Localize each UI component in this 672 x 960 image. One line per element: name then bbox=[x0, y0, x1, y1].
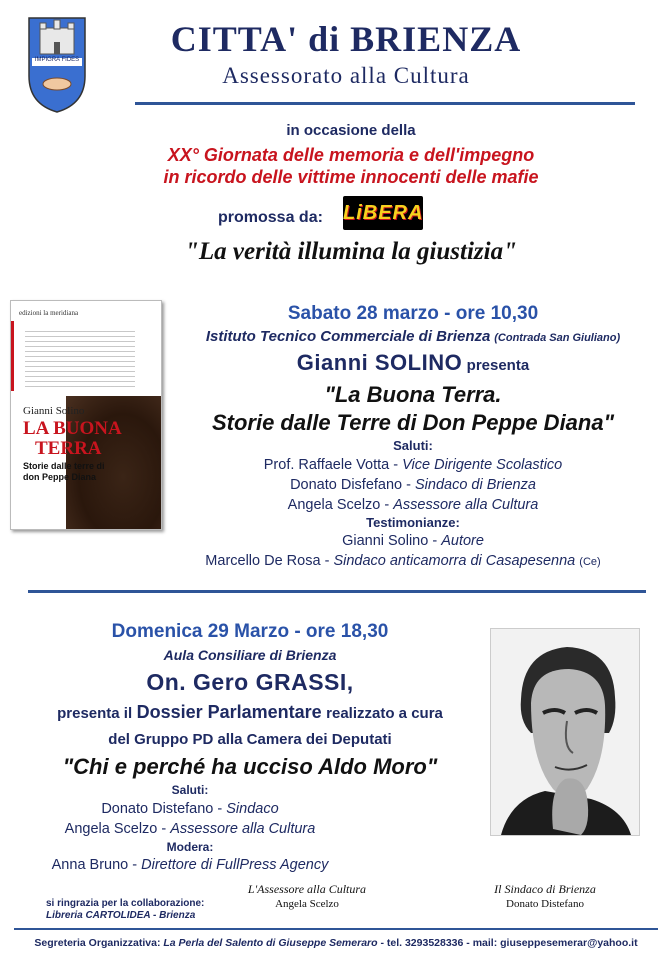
event1-greeting-row: Donato Disfefano - Sindaco di Brienza bbox=[290, 477, 536, 493]
secretary-contacts: - tel. 3293528336 - mail: giuseppesemerar@yahoo.it bbox=[380, 937, 638, 949]
book-title-1: LA BUONA bbox=[23, 418, 122, 439]
secretary-line bbox=[0, 937, 672, 949]
book-author: Gianni Solino bbox=[23, 405, 85, 417]
event2-greeting-row: Angela Scelzo - Assessore alla Cultura bbox=[64, 821, 316, 837]
event2-line1-bold: Dossier Parlamentare bbox=[136, 702, 322, 722]
moderator-role: Direttore di FullPress Agency bbox=[141, 857, 329, 873]
event2-line1-post: realizzato a cura bbox=[326, 705, 443, 722]
book-blurb-lines bbox=[25, 327, 135, 387]
greeting-role: Vice Dirigente Scolastico bbox=[402, 457, 563, 473]
event1-greeting-row: Prof. Raffaele Votta - Vice Dirigente Scolastico bbox=[263, 457, 563, 473]
secretary-label: Segreteria Organizzativa: bbox=[34, 937, 161, 949]
book-spine-stripe bbox=[11, 321, 14, 391]
event2-moderator-row: Anna Bruno - Direttore di FullPress Agency bbox=[51, 857, 329, 873]
aldo-moro-portrait bbox=[490, 628, 640, 836]
event2-greeting-row: Donato Distefano - Sindaco bbox=[101, 801, 279, 817]
book-subtitle: Storie dalle terre di don Peppe Diana bbox=[23, 461, 105, 482]
department-title: Assessorato alla Cultura bbox=[222, 63, 470, 88]
thanks-block bbox=[46, 898, 246, 922]
sig1-name: Angela Scelzo bbox=[275, 898, 339, 910]
testimony-suffix: (Ce) bbox=[579, 556, 601, 568]
event-title-line1: XX° Giornata delle memoria e dell'impegno bbox=[167, 145, 535, 165]
event1-venue-note: (Contrada San Giuliano) bbox=[494, 332, 621, 344]
thanks-name: Libreria CARTOLIDEA - Brienza bbox=[46, 910, 196, 921]
book-title-2: TERRA bbox=[35, 438, 102, 459]
greeting-role: Sindaco di Brienza bbox=[415, 477, 536, 493]
testimony-name: Marcello De Rosa bbox=[205, 553, 321, 569]
event2-date: Domenica 29 Marzo - ore 18,30 bbox=[111, 621, 389, 642]
greeting-name: Angela Scelzo bbox=[64, 821, 158, 837]
testimony-role: Autore bbox=[441, 533, 484, 549]
event1-book-title-2: Storie dalle Terre di Don Peppe Diana" bbox=[211, 410, 615, 435]
event1-date: Sabato 28 marzo - ore 10,30 bbox=[287, 303, 539, 324]
greeting-name: Donato Disfefano bbox=[290, 477, 403, 493]
book-cover bbox=[10, 300, 162, 530]
event2-line1-pre: presenta il bbox=[57, 705, 133, 722]
sig1-title: L'Assessore alla Cultura bbox=[247, 882, 367, 896]
testimony-name: Gianni Solino bbox=[342, 533, 429, 549]
event1-speaker-line bbox=[168, 348, 658, 381]
event2-speaker: On. Gero GRASSI, bbox=[146, 669, 354, 695]
event1-greetings-label: Saluti: bbox=[393, 438, 433, 453]
libera-logo-text: LiBERA bbox=[343, 202, 424, 224]
greeting-role: Assessore alla Cultura bbox=[170, 821, 316, 837]
greeting-name: Prof. Raffaele Votta bbox=[263, 457, 390, 473]
greeting-role: Assessore alla Cultura bbox=[393, 497, 539, 513]
event1-presents: presenta bbox=[466, 357, 530, 374]
moderator-name: Anna Bruno bbox=[51, 857, 129, 873]
event-title-line2: in ricordo delle vittime innocenti delle mafie bbox=[163, 167, 539, 187]
event2-moderator-label: Modera: bbox=[166, 840, 214, 854]
promoted-by-label: promossa da: bbox=[218, 209, 323, 226]
event2-section bbox=[8, 619, 492, 875]
event1-testimony-label: Testimonianze: bbox=[366, 515, 460, 530]
event1-section bbox=[168, 302, 658, 572]
event1-testimony-row: Marcello De Rosa - Sindaco anticamorra di Casapesenna (Ce) bbox=[205, 553, 601, 569]
event2-guests bbox=[30, 781, 350, 875]
greeting-name: Donato Distefano bbox=[101, 801, 214, 817]
libera-logo bbox=[343, 196, 423, 230]
signature-assessore bbox=[232, 882, 382, 912]
motto: "La verità illumina la giustizia" bbox=[185, 238, 517, 265]
sig2-name: Donato Distefano bbox=[506, 898, 584, 910]
footer-rule bbox=[14, 928, 658, 930]
greeting-role: Sindaco bbox=[226, 801, 279, 817]
greeting-name: Angela Scelzo bbox=[287, 497, 381, 513]
event1-venue: Istituto Tecnico Commerciale di Brienza bbox=[205, 328, 491, 345]
crest-motto: IMPIGRA FIDES bbox=[34, 57, 80, 63]
event2-dossier-line bbox=[8, 699, 492, 727]
thanks-label: si ringrazia per la collaborazione: bbox=[46, 898, 205, 909]
header-rule bbox=[135, 102, 635, 105]
secretary-org: La Perla del Salento di Giuseppe Semeraro bbox=[163, 937, 378, 949]
testimony-role: Sindaco anticamorra di Casapesenna bbox=[333, 553, 576, 569]
event2-dossier-title: "Chi e perché ha ucciso Aldo Moro" bbox=[62, 754, 438, 779]
event2-greetings-label: Saluti: bbox=[171, 783, 209, 797]
event1-venue-line bbox=[168, 326, 658, 348]
sig2-title: Il Sindaco di Brienza bbox=[494, 882, 596, 896]
event2-venue: Aula Consiliare di Brienza bbox=[163, 647, 337, 663]
section-divider bbox=[28, 590, 646, 593]
event1-greeting-row: Angela Scelzo - Assessore alla Cultura bbox=[287, 497, 539, 513]
event1-book-title-1: "La Buona Terra. bbox=[324, 382, 502, 407]
event1-speaker: Gianni SOLINO bbox=[296, 350, 463, 375]
event1-testimony-row: Gianni Solino - Autore bbox=[342, 533, 484, 549]
city-title: CITTA' di BRIENZA bbox=[170, 19, 522, 59]
occasion-text: in occasione della bbox=[286, 122, 416, 139]
signature-sindaco bbox=[470, 882, 620, 912]
event2-line2: del Gruppo PD alla Camera dei Deputati bbox=[108, 731, 392, 748]
book-publisher: edizioni la meridiana bbox=[19, 309, 79, 317]
